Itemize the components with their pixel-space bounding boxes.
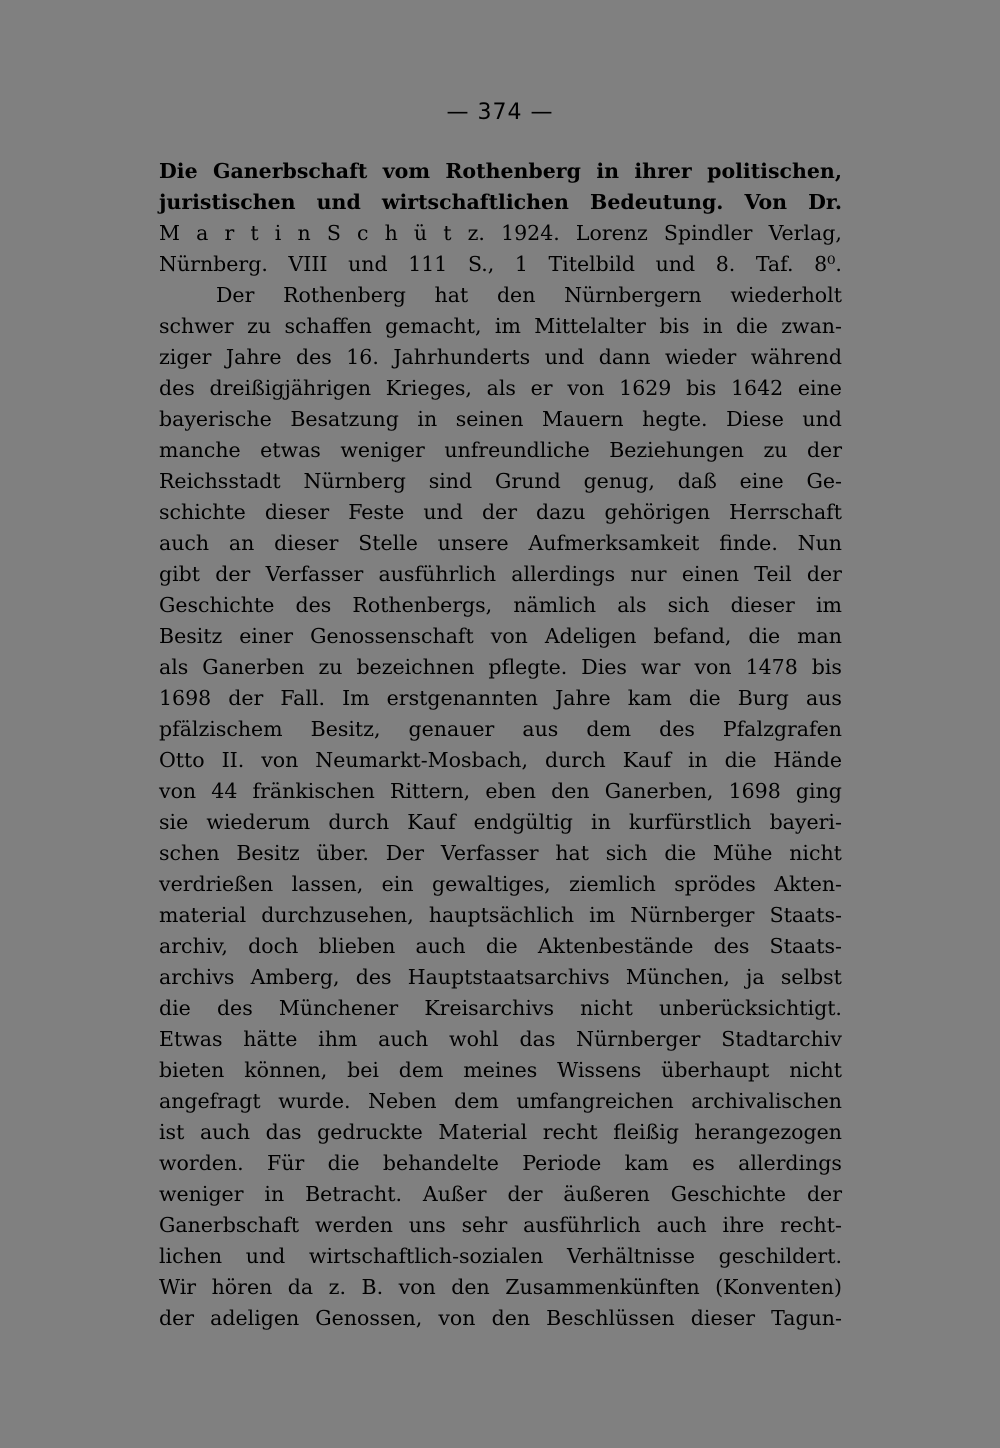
text-line: sie wiederum durch Kauf endgültig in kurfürstlich bayeri- [159, 810, 842, 834]
text-line: Otto II. von Neumarkt-Mosbach, durch Kauf in die Hände [159, 748, 842, 772]
text-line: ist auch das gedruckte Material recht fleißig herangezogen [159, 1120, 842, 1144]
text-line: archivs Amberg, des Hauptstaatsarchivs München, ja selbst [159, 965, 842, 989]
text-line: angefragt wurde. Neben dem umfangreichen archivalischen [159, 1089, 842, 1113]
text-line: Der Rothenberg hat den Nürnbergern wiederholt [216, 283, 842, 307]
text-line: Ganerbschaft werden uns sehr ausführlich auch ihre recht- [159, 1213, 842, 1237]
text-line: schen Besitz über. Der Verfasser hat sich die Mühe nicht [159, 841, 842, 865]
text-line: auch an dieser Stelle unsere Aufmerksamkeit finde. Nun [159, 531, 842, 555]
text-line: weniger in Betracht. Außer der äußeren Geschichte der [159, 1182, 842, 1206]
text-line: worden. Für die behandelte Periode kam es allerdings [159, 1151, 842, 1175]
text-line: pfälzischem Besitz, genauer aus dem des Pfalzgrafen [159, 717, 842, 741]
text-line: Die Ganerbschaft vom Rothenberg in ihrer politischen, [159, 159, 842, 183]
text-line: M a r t i n S c h ü t z. 1924. Lorenz Spindler Verlag, [159, 221, 842, 245]
text-line: bieten können, bei dem meines Wissens überhaupt nicht [159, 1058, 842, 1082]
text-line: schichte dieser Feste und der dazu gehörigen Herrschaft [159, 500, 842, 524]
text-line: 1698 der Fall. Im erstgenannten Jahre kam die Burg aus [159, 686, 842, 710]
text-line: gibt der Verfasser ausführlich allerdings nur einen Teil der [159, 562, 842, 586]
text-line: bayerische Besatzung in seinen Mauern hegte. Diese und [159, 407, 842, 431]
text-line: lichen und wirtschaftlich-sozialen Verhältnisse geschildert. [159, 1244, 842, 1268]
text-line: verdrießen lassen, ein gewaltiges, ziemlich sprödes Akten- [159, 872, 842, 896]
review-text [159, 156, 842, 1334]
text-line: Nürnberg. VIII und 111 S., 1 Titelbild und 8. Taf. 8⁰. [159, 252, 842, 276]
text-line: die des Münchener Kreisarchivs nicht unberücksichtigt. [159, 996, 842, 1020]
text-line: manche etwas weniger unfreundliche Beziehungen zu der [159, 438, 842, 462]
page-number: — 374 — [446, 100, 554, 125]
text-line: des dreißigjährigen Krieges, als er von 1629 bis 1642 eine [159, 376, 842, 400]
text-line: als Ganerben zu bezeichnen pflegte. Dies war von 1478 bis [159, 655, 842, 679]
text-line: Geschichte des Rothenbergs, nämlich als sich dieser im [159, 593, 842, 617]
text-line: schwer zu schaffen gemacht, im Mittelalter bis in die zwan- [159, 314, 842, 338]
text-line: Reichsstadt Nürnberg sind Grund genug, daß eine Ge- [159, 469, 842, 493]
text-line: der adeligen Genossen, von den Beschlüssen dieser Tagun- [159, 1306, 842, 1330]
text-line: juristischen und wirtschaftlichen Bedeutung. Von Dr. [159, 190, 842, 214]
text-line: von 44 fränkischen Rittern, eben den Ganerben, 1698 ging [159, 779, 842, 803]
text-line: archiv, doch blieben auch die Aktenbestände des Staats- [159, 934, 842, 958]
text-line: ziger Jahre des 16. Jahrhunderts und dann wieder während [159, 345, 842, 369]
text-line: Wir hören da z. B. von den Zusammenkünften (Konventen) [159, 1275, 842, 1299]
text-line: Besitz einer Genossenschaft von Adeligen befand, die man [159, 624, 842, 648]
text-line: material durchzusehen, hauptsächlich im Nürnberger Staats- [159, 903, 842, 927]
text-line: Etwas hätte ihm auch wohl das Nürnberger Stadtarchiv [159, 1027, 842, 1051]
